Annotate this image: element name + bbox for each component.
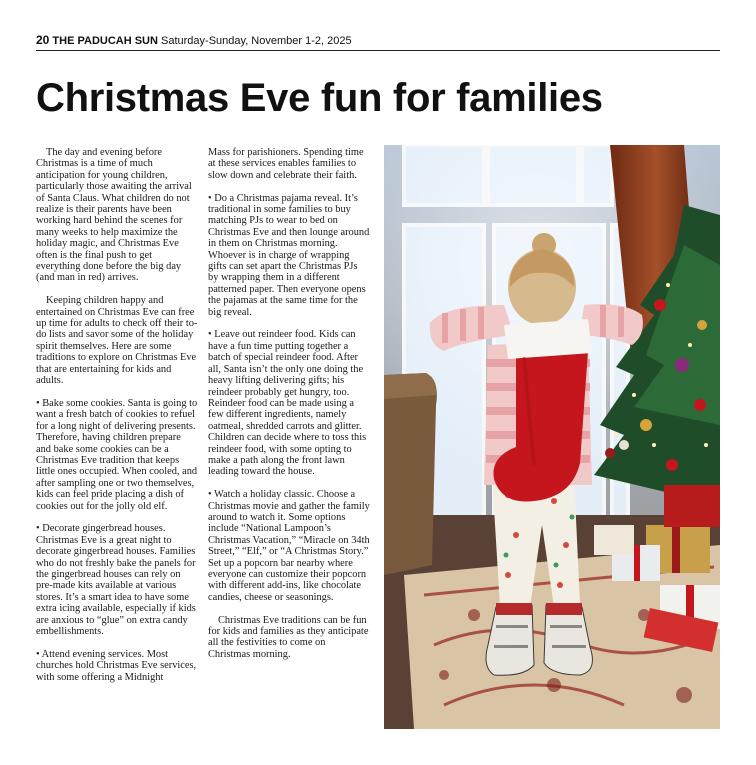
page-folio (36, 33, 720, 47)
paragraph: • Bake some cookies. Santa is going to want a fresh batch of cookies to refuel for a long night of delivering presents. Therefore, having children prepare and bake some cookies can be a Christmas Eve tradition that keeps little ones occupied. When cooled, and after sampling one or two themselves, kids can feel pride placing a dish of cookies out for the jolly old elf. (36, 397, 198, 512)
paragraph: Keeping children happy and entertained on Christmas Eve can free up time for adults to check off their to-do lists and savor some of the holiday spirit themselves. Here are some traditions to explore on Christmas Eve that are entertaining for kids and adults. (36, 295, 198, 387)
paragraph: • Do a Christmas pajama reveal. It’s traditional in some families to buy matching PJs to wear to bed on Christmas Eve and then lounge around in them on Christmas morning. Whoever is in charge of wrapping gifts can set apart the Christmas PJs by wrapping them in a different patterned paper. Then everyone opens the pajamas at the same time for the big reveal. (208, 192, 370, 318)
child-with-christmas-stocking-photo (384, 145, 720, 729)
paper-name: THE PADUCAH SUN (52, 35, 158, 47)
paragraph: • Leave out reindeer food. Kids can have a fun time putting together a batch of special reindeer food. After all, Santa isn’t the only one doing the heavy lifting delivering gifts; his reindeer probably get hungry, too. Reindeer food can be made using a few different ingredients, namely oatmeal, shredded carrots and glitter. Children can decide where to toss this reindeer food, with some opting to make a path along the front lawn leading toward the house. (208, 329, 367, 478)
paragraph: • Watch a holiday classic. Choose a Christmas movie and gather the family around to watch it. Some options include “National Lampoon’s Christmas Vacation,” “Miracle on 34th Street,” “Elf,” or “A Christmas Story.” Set up a popcorn bar nearby where everyone can customize their popcorn with different add-ins, like chocolate candies, cheese or seasonings. (208, 489, 370, 603)
page-number: 20 (36, 33, 50, 47)
issue-date: Saturday-Sunday, November 1-2, 2025 (161, 35, 352, 47)
article-column-2 (208, 147, 370, 672)
paragraph: • Decorate gingerbread houses. Christmas Eve is a great night to decorate gingerbread houses. Families who do not freshly bake the panels for the gingerbread houses can rely on pre-made kits available at various stores. It’s a smart idea to have some extra icing available, especially if kids are anxious to “glue” on extra candy embellishments. (36, 523, 196, 638)
headline: Christmas Eve fun for families (36, 76, 603, 120)
paragraph: • Attend evening services. Most churches hold Christmas Eve services, with some offering a Midnight (36, 648, 197, 683)
paragraph: Christmas Eve traditions can be fun for kids and families as they anticipate all the festivities to come on Christmas morning. (208, 614, 369, 660)
paragraph: The day and evening before Christmas is a time of much anticipation for young children, particularly those awaiting the arrival of Santa Claus. What children do not realize is their parents have been working hard behind the scenes for many weeks to help maximize the holiday magic, and Christmas Eve often is the final push to get everything done before the big day (and man in red) arrives. (36, 147, 192, 284)
paragraph: Mass for parishioners. Spending time at these services enables families to slow down and celebrate their faith. (208, 147, 364, 181)
header-rule (36, 50, 720, 51)
article-column-1 (36, 147, 198, 694)
